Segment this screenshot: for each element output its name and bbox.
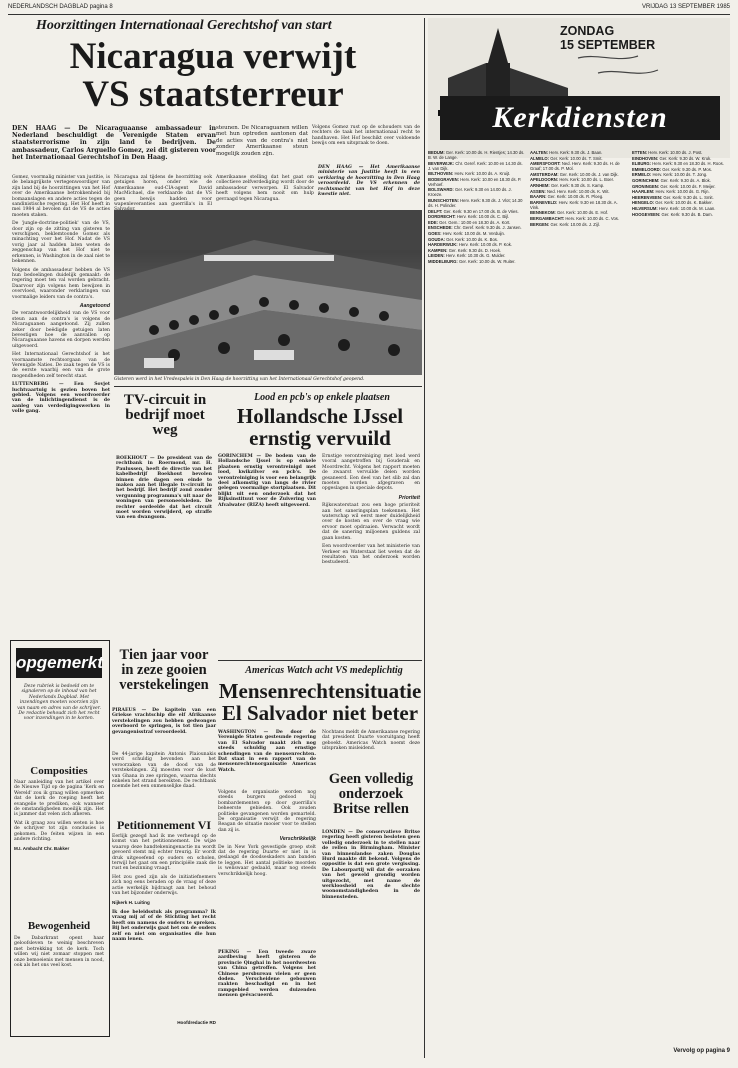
divider xyxy=(218,660,422,661)
masthead xyxy=(8,4,730,15)
church-listing-item: DELFT: Ger. Kerk: 9.30 en 17.00 ds. B. de Vries. xyxy=(428,208,519,214)
church-listing-item: ELBURG: Herv. Kerk: 9.30 en 18.30 ds. H. Roos. xyxy=(632,161,724,167)
tien-jaar-body: De 44-jarige kapitein Antonis Plaiounakis werd schuldig bevonden aan het veroorzaken van de dood van de verstekelingen. Zij moesten voor de kust van Ghana in zee springen, waarna slechts enkelen het strand bereikten. De rechtbank noemde het een onmenselijke daad. xyxy=(112,752,216,790)
nicaragua-kicker: Hoorzittingen Internationaal Gerechtshof van start xyxy=(36,18,332,33)
ijssel-body-4: Een woordvoerder van het ministerie van Verkeer en Waterstaat liet weten dat de resultaten van het onderzoek worden bestudeerd. xyxy=(322,544,420,566)
church-listing-item: EDE: Ger. Gem.: 10.00 en 18.30 ds. A. Kort. xyxy=(428,219,511,225)
church-listing-item: ARNHEM: Ger. Kerk: 9.30 ds. S. Kamp. xyxy=(530,182,605,188)
church-listing-item: ETTEN: Herv. Kerk: 10.00 ds. J. Post. xyxy=(632,150,703,155)
opgemerkt-sub-composities: Composities xyxy=(30,765,88,777)
elsalvador-body-2: De in New York gevestigde groep stelt dat de regering Duarte er niet in is geslaagd de doodseskaders aan banden te leggen. Het aantal politieke moorden is weliswaar gedaald, maar nog steeds verschrikkelijk hoog. xyxy=(218,844,316,877)
church-listing-item: BARNEVELD: Herv. Kerk: 9.30 en 18.30 ds. A. Vink. xyxy=(530,199,618,210)
church-listing-item: ERMELO: Herv. Kerk: 10.00 ds. T. Jong. xyxy=(632,172,708,178)
column-divider xyxy=(424,18,425,1058)
church-listing-item: BEVERWIJK: Chr. Geref. Kerk: 10.00 en 14.30 ds. J. van Dijk. xyxy=(428,160,523,171)
kerkdiensten-date-2: 15 SEPTEMBER xyxy=(560,38,656,52)
kerkdiensten-title: Kerkdiensten xyxy=(440,96,720,140)
nicaragua-body-10: Amerikaanse stelling dat het gaat om collectieve zelfverdediging wordt door de ambassadeur verworpen. El Salvador heeft volgens hem nooit om hulp gevraagd tegen Nicaragua. xyxy=(216,175,314,202)
peking-sign: Hoofdredactie RD xyxy=(177,1020,216,1025)
church-listing-item: GOUDA: Ger. Kerk: 10.00 ds. K. Bos. xyxy=(428,236,499,242)
kerkdiensten-col2 xyxy=(530,150,628,227)
nicaragua-body-1: Gomez, voormalig minister van justitie, is de belangrijkste vertegenwoordiger van zijn land bij de hoorzittingen van het Hof over de Amerikaanse betrokkenheid bij bomaanslagen en andere acties tegen de sandinistische regering. Het Hof heeft in mei 1984 al bevolen dat de VS de acties moeten staken. xyxy=(12,175,110,218)
church-listing-item: BAARN: Ger. Kerk: 10.00 ds. R. Ploeg. xyxy=(530,194,604,200)
church-listing-item: ALMELO: Ger. Kerk: 10.00 ds. T. Smit. xyxy=(530,155,603,161)
kerkdiensten-col3 xyxy=(632,150,730,217)
courtroom-photo xyxy=(114,210,422,375)
courtroom-photo-image xyxy=(114,210,422,375)
nicaragua-body-3: Volgens de ambassadeur hebben de VS hun bedoelingen duidelijk gemaakt: de regering moet ten val worden gebracht. Daarvoor zijn volgens hem bewijzen in overvloed, waaronder verklaringen van voormalige leiders van de contra's. xyxy=(12,267,110,300)
tv-body: BOEKHOUT — De president van de rechtbank in Roermond, mr. H. Paulussen, heeft de directie van het kabelbedrijf Boekhout bevolen binnen drie dagen een einde te maken aan het illegale tv-circuit in het bedrijf. Het bedrijf zond zonder vergunning programma's uit naar de woningen van personeelsleden. De rechter oordeelde dat het circuit moet worden verwijderd, op straffe van een dwangsom. xyxy=(116,456,212,521)
church-listing-item: BEDUM: Ger. Kerk: 10.00 ds. H. Rientjes; 14.30 ds. B. W. de Lange. xyxy=(428,150,525,160)
subhead-aangetoond: Aangetoond xyxy=(79,302,110,309)
masthead-right: VRIJDAG 13 SEPTEMBER 1985 xyxy=(641,4,730,10)
ijssel-kicker: Lood en pcb's op enkele plaatsen xyxy=(254,392,390,403)
elsalvador-body-3: Nochtans meldt de Amerikaanse regering dat president Duarte vooruitgang heeft geboekt. Americas Watch noemt deze uitspraken misleidend. xyxy=(322,730,420,752)
nicaragua-body-5: Het Internationaal Gerechtshof is het voornaamste rechtsorgaan van de Verenigde Naties. De zaak tegen de VS is de eerste waarbij een van de grote mogendheden zelf terecht staat. xyxy=(12,352,110,379)
ijssel-headline-2: ernstig vervuild xyxy=(249,426,391,450)
ijssel-body-2: Ernstige verontreiniging met lood werd vooral aangetroffen bij Gouderak en Moordrecht. Volgens het rapport moeten de zwaarst vervuilde delen worden gesaneerd. Een deel van het slib zal dan moeten worden afgegraven en opgeslagen in speciale depots. xyxy=(322,454,420,492)
church-listing-item: DORDRECHT: Herv. Kerk: 10.00 ds. C. Bijl. xyxy=(428,214,510,220)
church-listing-item: HAARLEM: Herv. Kerk: 10.00 ds. G. Rijn. xyxy=(632,189,710,195)
petitionnement-bold-para: Ik doe beleidsstuk als programma? Ik vraag mij af of de Stichting het recht heeft om namens de ouders te spreken. Bij het onderwijs gaat het om de ouders zelf en niet om organisaties die hun naam lenen. xyxy=(112,909,216,942)
elsalvador-body-1: Volgens de organisatie worden nog steeds burgers gedood bij bombardementen op door guerrilla's beheerste gebieden. Ook zouden politieke gevangenen worden gemarteld. De organisatie verwijt de regering Reagan de situatie mooier voor te stellen dan zij is. xyxy=(218,790,316,833)
nicaragua-lead-cont: steunen. De Nicaraguanen willen met hun optreden aantonen dat de acties van de contra's niet zonder Amerikaanse steun mogelijk zouden zijn. xyxy=(216,125,308,157)
tv-headline: TV-circuit in bedrijf moet weg xyxy=(123,392,207,438)
church-listing-item: GORINCHEM: Ger. Kerk: 9.30 ds. A. Blok. xyxy=(632,177,711,183)
church-listing-item: HARDERWIJK: Herv. Kerk: 10.00 ds. P. Kok. xyxy=(428,242,513,248)
peking-body: PEKING — Een tweede zware aardbeving heeft gisteren de provincie Qinghai in het noordwesten van China getroffen. Volgens het Chinese persbureau vielen er geen doden. Verscheidene gebouwen raakten beschadigd en in het rampgebied werden duizenden mensen geëvacueerd. xyxy=(218,950,316,999)
ijssel-col2 xyxy=(322,454,420,566)
opgemerkt-body-1: Naar aanleiding van het artikel over de Nieuwe Tijd op de pagina 'Kerk en Wereld' zou ik graag willen opmerken dat de kerk de roeping heeft het evangelie te prediken, ook wanneer de omstandigheden moeilijk zijn. Het is jammer dat velen zich afkeren. xyxy=(14,780,104,818)
church-listing-item: HILVERSUM: Herv. Kerk: 10.00 ds. M. Laan. xyxy=(632,205,716,211)
church-listing-item: EMMELOORD: Ger. Kerk: 9.30 ds. P. Mos. xyxy=(632,166,712,172)
britse-headline: Geen volledig onderzoek Britse rellen xyxy=(328,771,414,817)
church-listing-item: HOOGEVEEN: Ger. Kerk: 9.30 ds. B. Dam. xyxy=(632,211,713,217)
opgemerkt-intro: Deze rubriek is bedoeld om te signaleren op de inhoud van het Nederlands Dagblad. Met inzendingen moeten voorzien zijn van naam en adres van de schrijver. De redactie behoudt zich het recht voor inzendingen in te korten. xyxy=(17,684,101,722)
church-listing-item: AMSTERDAM: Ger. Kerk: 10.00 ds. J. van Dijk. xyxy=(530,171,619,177)
church-listing-item: BERGEN: Ger. Kerk: 10.00 ds. J. Zijl. xyxy=(530,221,600,227)
petitionnement-signature: Nijkerk H. Luiting xyxy=(112,900,150,906)
church-listing-item: BOLSWARD: Ger. Kerk: 9.30 en 14.00 ds. J. Kroeze. xyxy=(428,187,512,198)
petitionnement-body: Eerlijk gezegd had ik me verheugd op de komst van het petitionnement. De wijze waarop deze handtekeningenactie nu wordt gevoerd stemt mij echter treurig. Er wordt druk uitgeoefend op ouders en scholen, terwijl het gaat om een principiële zaak die rust en bezinning vraagt. xyxy=(112,834,216,872)
photo-caption: Gisteren werd in het Vredespaleis in Den Haag de hoorzitting van het Internationaal Gerechtshof geopend. xyxy=(114,377,365,382)
church-listing-item: BUNSCHOTEN: Herv. Kerk: 9.30 ds. J. Vlot; 14.30 ds. H. Polinder. xyxy=(428,197,523,208)
ijssel-body-3: Rijkswaterstaat zou een hoge prioriteit aan het saneringsplan toekennen. Het waterschap wil eerst meer duidelijkheid over de kosten en over de vraag wie ervoor moet opdraaien. Verwacht wordt dat de sanering miljoenen guldens zal gaan kosten. xyxy=(322,503,420,541)
elsalvador-headline-1: Mensenrechtensituatie xyxy=(218,679,422,703)
britse-body: LONDEN — De conservatieve Britse regering heeft gisteren besloten geen volledig onderzoek in te stellen naar de rellen in Birmingham. Minister van binnenlandse zaken Douglas Hurd maakte dit bekend. Volgens de oppositie is dat een grote vergissing. De Labourpartij wil dat de oorzaken van het geweld grondig worden uitgezocht, met name de werkloosheid en de slechte woonomstandigheden in de binnensteden. xyxy=(322,830,420,900)
opgemerkt-title: opgemerkt xyxy=(16,648,102,678)
kerkdiensten-date-1: ZONDAG xyxy=(560,24,615,38)
kerkdiensten-col1 xyxy=(428,150,526,265)
nicaragua-body-4: De verantwoordelijkheid van de VS voor steun aan de contra's is volgens de Nicaraguanen aangetoond. Zij zullen zeker door beëdigde getuigen laten bevestigen hoe de aanvallen op Nicaraguaanse havens en dorpen werden uitgevoerd. xyxy=(12,311,110,349)
church-listing-item: GRONINGEN: Ger. Kerk: 10.00 ds. F. Meijer. xyxy=(632,183,716,189)
elsalvador-col1 xyxy=(218,790,316,877)
church-listing-item: BERGAMBACHT: Herv. Kerk: 10.00 ds. C. Vos. xyxy=(530,215,620,221)
petitionnement-body-b: Het zou goed zijn als de initiatiefnemers zich nog eens beraden op de vraag of deze actie werkelijk bijdraagt aan het behoud van het bijzonder onderwijs. xyxy=(112,874,216,897)
elsalvador-kicker: Americas Watch acht VS medeplichtig xyxy=(245,665,403,676)
nicaragua-lead: DEN HAAG — De Nicaraguaanse ambassadeur in Nederland beschuldigt de Verenigde Staten ervan staatsterrorisme in zijn land te bedrijven. De ambassadeur, Carlos Arguello Gomez, zei dit gisteren voor het Internationaal Gerechtshof in Den Haag. xyxy=(12,125,216,161)
elsalvador-headline-2: El Salvador niet beter xyxy=(221,701,419,725)
nicaragua-body-9: Nicaragua zal tijdens de hoorzitting ook getuigen horen, onder wie de Amerikaanse oud-CIA-agent David MacMichael, die verklaarde dat de VS geen bewijs hadden voor wapenleveranties aan guerrilla's in El xyxy=(114,175,212,208)
church-listing-item: ASSEN: Ned. Herv. Kerk: 10.00 ds. K. Wit. xyxy=(530,188,610,194)
church-listing-item: LEIDEN: Herv. Kerk: 10.30 ds. G. Mulder. xyxy=(428,253,506,259)
petitionnement-col xyxy=(112,834,216,942)
opgemerkt-signature: M.I. Ambacht Chr. Bakker xyxy=(14,846,70,852)
nicaragua-headline xyxy=(8,38,418,114)
nicaragua-col2 xyxy=(114,175,212,213)
subhead-prioriteit: Prioriteit xyxy=(398,494,420,501)
church-listing-item: BENNEKOM: Ger. Kerk: 10.00 ds. E. Hof. xyxy=(530,210,609,216)
church-listing-item: HEERENVEEN: Ger. Kerk: 9.30 ds. L. Smit. xyxy=(632,194,714,200)
subhead-verschrikkelijk: Verschrikkelijk xyxy=(279,836,316,843)
divider xyxy=(114,386,422,387)
petitionnement-headline: Petitionnement VI xyxy=(116,818,212,832)
opgemerkt-body-2: De Dabarkrant opent haar geloofsleven te weinig beschreven met betrekking tot de kerk. Toch willen wij niet zomaar stoppen met onze bemoeienis met mensen in nood, ook als het ons veel kost. xyxy=(14,936,104,969)
nicaragua-italic-note: DEN HAAG — Het Amerikaanse ministerie van Justitie heeft in een verklaring de hoorzitting in Den Haag veroordeeld. De VS erkennen de rechtsmacht van het Hof in deze kwestie niet. xyxy=(318,165,420,198)
opgemerkt-body-1b: Wat ik graag zou willen weten is hoe de schrijver tot zijn conclusies is gekomen. De feiten wijzen in een andere richting. xyxy=(14,820,104,843)
kerkdiensten-footer: Vervolg op pagina 9 xyxy=(673,1048,730,1054)
ijssel-lead: GORINCHEM — De bodem van de Hollandsche IJssel is op enkele plaatsen ernstig verontreinigd met lood, kwikzilver en pcb's. De verontreiniging is voor een belangrijk deel afkomstig van langs de rivier gelegen voormalige stortplaatsen. Dit blijkt uit een onderzoek dat het Rijksinstituut voor de Zuivering van Afvalwater (RIZA) heeft uitgevoerd. xyxy=(218,454,316,508)
masthead-left: NEDERLANDSCH DAGBLAD pagina 8 xyxy=(8,4,113,10)
nicaragua-body-6: LUTTENBERG — Een Sovjet luchtvaartuig is gezien boven het gebied. Volgens een woordvoerder van de inlichtingendienst is de aanleg van verdedigingswerken in volle gang. xyxy=(12,382,110,415)
opgemerkt-col xyxy=(14,780,104,852)
church-listing-item: KAMPEN: Ger. Kerk: 9.30 ds. D. Hoek. xyxy=(428,247,502,253)
church-listing-item: APELDOORN: Herv. Kerk: 10.00 ds. L. Boer. xyxy=(530,177,614,183)
tien-jaar-headline: Tien jaar voor in zeze gooien verstekelingen xyxy=(119,647,209,693)
elsalvador-headline xyxy=(218,680,422,724)
elsalvador-lead: WASHINGTON — De door de Verenigde Staten gesteunde regering van El Salvador maakt zich nog steeds schuldig aan ernstige schendingen van de mensenrechten. Dat staat in een rapport van de mensenrechtenorganisatie Americas Watch. xyxy=(218,730,316,773)
church-listing-item: ENSCHEDE: Chr. Geref. Kerk: 9.30 ds. J. Jansen. xyxy=(428,225,522,231)
ijssel-headline xyxy=(218,405,422,449)
church-listing-item: MIDDELBURG: Ger. Kerk: 10.00 ds. W. Ruiter. xyxy=(428,258,516,264)
church-listing-item: BILTHOVEN: Herv. Kerk: 10.00 ds. A. Kruijt. xyxy=(428,171,511,177)
kerkdiensten-date xyxy=(560,24,720,52)
church-listing-item: BODEGRAVEN: Herv. Kerk: 10.00 en 18.30 ds. P. Verhoef. xyxy=(428,176,522,187)
tien-jaar-lead: PIRAEUS — De kapitein van een Griekse vrachtschip die elf Afrikaanse verstekelingen zou hebben gedwongen overboord te springen, is tot tien jaar gevangenisstraf veroordeeld. xyxy=(112,708,216,735)
nicaragua-body-8: Volgens Gomez rust op de schouders van de rechters de taak het internationaal recht te handhaven. Het Hof beschikt over voldoende bewijs om een uitspraak te doen. xyxy=(312,125,420,147)
opgemerkt-sub-bewogenheid: Bewogenheid xyxy=(27,920,91,932)
church-listing-item: HENGELO: Ger. Kerk: 10.00 ds. K. Bakker. xyxy=(632,200,713,206)
ijssel-headline-1: Hollandsche IJssel xyxy=(236,404,404,428)
church-listing-item: AMERSFOORT: Ned. Herv. Kerk: 9.30 ds. H. de Graaf; 17.00 ds. P. Mol. xyxy=(530,161,620,172)
nicaragua-body-2: De 'jungle-doctrine-politiek' van de VS, door zijn op de zitting van gisteren te verschijnen, beklemtoonde Gomez als minachting voor het Hof. Nadat de VS vorig jaar al hadden laten weten de zeggenschap van het Hof niet te erkennen, is Washington in de zaal niet te bekennen. xyxy=(12,221,110,265)
church-listing-item: GOES: Herv. Kerk: 10.00 ds. M. Verduijn. xyxy=(428,230,505,236)
nicaragua-headline-2: VS staatsterreur xyxy=(82,74,344,115)
church-listing-item: EINDHOVEN: Ger. Kerk: 9.30 ds. W. Kruk. xyxy=(632,155,712,161)
nicaragua-col1 xyxy=(12,175,110,415)
nicaragua-col3 xyxy=(216,175,314,202)
church-listing-item: AALTEN: Herv. Kerk: 9.30 ds. J. Baan. xyxy=(530,150,603,155)
nicaragua-headline-1: Nicaragua verwijt xyxy=(69,36,357,77)
